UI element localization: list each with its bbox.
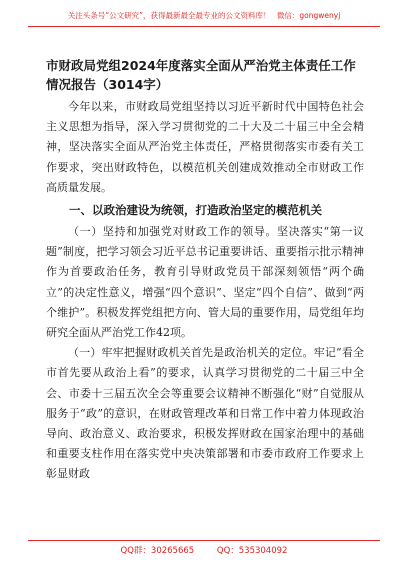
- body-paragraph: （一）牢牢把握财政机关首先是政治机关的定位。牢记“看全市首先要从政治上看”的要求，认真学习贯彻党的二十届三中全会、市委十三届五次全会等重要会议精神不断强化“财”自觉服从服务于“政”的意识，在财政管理改革和日常工作中着力体现政治导向、政治意义、政治要求，积极发挥财政在国家治理中的基础和重要支柱作用在落实党中央决策部署和市委市政府工作要求上彰显财政: [46, 346, 364, 481]
- section-heading: 一、以政治建设为统领，打造政治坚定的模范机关: [69, 203, 322, 218]
- footer-bar: [0, 544, 408, 556]
- header-wechat-text: 微信：gongwenyj: [276, 11, 341, 20]
- footer-divider: [28, 540, 380, 541]
- footer-qq: QQ：535304092: [216, 546, 288, 556]
- intro-paragraph: 今年以来，市财政局党组坚持以习近平新时代中国特色社会主义思想为指导，深入学习贯彻党的二十大及二十届三中全会精神，坚决落实全面从严治党主体责任，严格贯彻落实市委有关工作要求，突出财政特色，以模范机关创建成效推动全市财政工作高质量发展。: [46, 100, 364, 194]
- header-divider: [28, 26, 380, 27]
- header-banner: [0, 10, 408, 21]
- header-promo-text: 关注头条号“公文研究”，获得最新最全最专业的公文资料库！: [67, 11, 271, 20]
- document-title: 市财政局党组2024年度落实全面从严治党主体责任工作情况报告（3014字）: [46, 58, 356, 92]
- document-body: [46, 97, 364, 485]
- body-paragraph: （一）坚持和加强党对财政工作的领导。坚决落实“第一议题”制度，把学习领会习近平总书记重要讲话、重要指示批示精神作为首要政治任务，教育引导财政党员干部深刻领悟“两个确立”的决定性意义，增强“四个意识”、坚定“四个自信”、做到“两个维护”。积极发挥党组把方向、管大局的重要作用，局党组年均研究全面从严治党工作42项。: [46, 225, 364, 340]
- footer-qq-group: QQ群：30265665: [120, 546, 195, 556]
